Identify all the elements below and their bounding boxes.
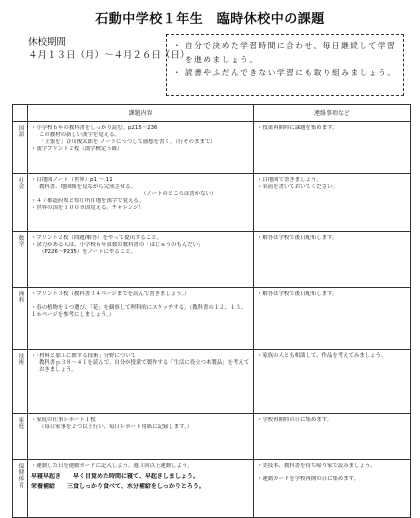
header-subject <box>13 105 28 122</box>
content-line: ・家庭の仕事レポート１枚 <box>31 417 96 423</box>
content-line: 教科書ｐ３８～４１を読んで、自分が授業で製作する「生活に役立つ木製品」を考えておきましょう。 <box>39 360 250 373</box>
subject-cell <box>13 460 28 518</box>
subject-label: 国語 <box>17 125 24 138</box>
notes-cell <box>254 232 411 288</box>
table-row <box>13 288 411 350</box>
content-line: ・春の植物を１つ選び、「花」を観察して理科的にスケッチする。（教科書の１２、１３、１６ページを参考にしましょう。） <box>31 305 247 318</box>
subject-cell <box>13 174 28 232</box>
table-row <box>13 232 411 288</box>
content-line: ・小学校６年の教科書をしっかり読む。p215～236 <box>31 125 158 131</box>
bullet-mark: ・ <box>173 68 183 77</box>
subject-label: 数学 <box>17 235 24 248</box>
content-cell <box>28 460 254 518</box>
content-line <box>31 298 250 305</box>
subject-cell <box>13 288 28 350</box>
content-cell <box>28 288 254 350</box>
table-row <box>13 460 411 518</box>
content-line: ・プリント２枚（問題/解答）をやって提出すること。 <box>31 235 162 241</box>
bullet-mark: ・ <box>173 41 183 50</box>
study-note-text: 読書やふだんできない学習にも取り組みましょう。 <box>185 68 397 77</box>
subject-label: 技術 <box>17 353 24 366</box>
study-note <box>173 66 397 80</box>
subject-label: 社会 <box>17 177 24 190</box>
content-line: （毎日家事を２つ以上行い、毎日レポート用紙に記録します。） <box>39 424 193 430</box>
content-cell <box>28 232 254 288</box>
content-line: ・プリント３枚（教科書３４ページまでを読んで書きましょう。） <box>31 291 190 297</box>
content-cell <box>28 174 254 232</box>
content-cell <box>28 414 254 460</box>
header-notes: 連絡事項など <box>254 105 411 122</box>
notes-line: ・美技本、教科書を持ち帰り家で読みましょう。 <box>257 463 376 469</box>
table-row <box>13 350 411 414</box>
subject-label: 理科 <box>17 291 24 304</box>
subject-cell <box>13 122 28 174</box>
study-notes-box <box>166 34 404 96</box>
notes-line: ・名前を書いておいてください。 <box>257 184 338 190</box>
period-dates: ４月１３日（月）～４月２６日（日） <box>28 50 190 61</box>
content-line: ・余力がある人は、小学校６年算数の教科書の「ほじゅうのもんだい」 <box>31 242 204 248</box>
notes-cell <box>254 460 411 518</box>
subject-cell <box>13 414 28 460</box>
subject-cell <box>13 232 28 288</box>
content-cell <box>28 122 254 174</box>
table-header-row <box>13 105 411 122</box>
study-note-text: 自分で決めた学習時間に合わせ、毎日継続して学習を進めましょう。 <box>185 41 397 64</box>
content-line: 早寝早起き 早く目覚めた時間に寝て、早起きしましょう。 <box>31 473 199 480</box>
notes-line: ・授業再開時に課題を集めます。 <box>257 125 338 131</box>
content-line: ・「材料と加工に関する技術」分野について <box>31 353 137 359</box>
content-cell <box>28 350 254 414</box>
content-line: ・漢字プリント２枚（漢字検定５級） <box>31 146 123 152</box>
notes-line: ・白地図で書きましょう。 <box>257 177 322 183</box>
content-line: （ノートのところは書かない） <box>141 191 217 197</box>
header-content: 課題内容 <box>28 105 254 122</box>
assignment-table <box>12 104 411 518</box>
notes-line: ・学校再開時の日に集めます。 <box>257 417 333 423</box>
content-line: 教科書、地図帳を見ながら完成させる。 <box>39 184 137 190</box>
content-line: この教材の新しい漢字を覚える。 <box>39 132 120 138</box>
notes-line: ・家族の人とも相談して、作品を考えてみましょう。 <box>257 353 387 359</box>
content-line: ・４７都道府県と県庁所在地を漢字で覚える。 <box>31 198 145 204</box>
notes-line: ・解答は学校で後日配布します。 <box>257 235 338 241</box>
notes-line: ・解答は学校で後日配布します。 <box>257 291 338 297</box>
content-line: ・白地図ノート（世界）p1 ～ 11 <box>31 177 113 183</box>
notes-cell <box>254 288 411 350</box>
content-line: 栄養補給 三食しっかり食べて、水分補給をしっかりとろう。 <box>31 483 205 490</box>
content-line: ・世界の国を１００カ国覚える。チャレンジ！ <box>31 205 144 211</box>
subject-label: 保健体育 <box>17 463 24 489</box>
table-row <box>13 174 411 232</box>
table-row <box>13 122 411 174</box>
content-line: 「主張を」谷川俊太郎を ノートにうつして感想を書く。（行そのままで） <box>39 139 216 145</box>
page-title: 石動中学校１年生 臨時休校中の課題 <box>95 12 325 27</box>
notes-cell <box>254 174 411 232</box>
notes-cell <box>254 122 411 174</box>
subject-label: 家庭 <box>17 417 24 430</box>
period-label: 休校期間 <box>28 37 67 48</box>
subject-cell <box>13 350 28 414</box>
notes-line: ・運動カードを学校再開の日に集めます。 <box>257 476 359 482</box>
notes-cell <box>254 414 411 460</box>
study-note <box>173 39 397 66</box>
content-line: （P226～P235）をノートにやること。 <box>39 249 136 255</box>
table-row <box>13 414 411 460</box>
notes-cell <box>254 350 411 414</box>
content-line: ・運動した日を運動カードに記入しよう。週３回以上運動しよう。 <box>31 463 193 469</box>
